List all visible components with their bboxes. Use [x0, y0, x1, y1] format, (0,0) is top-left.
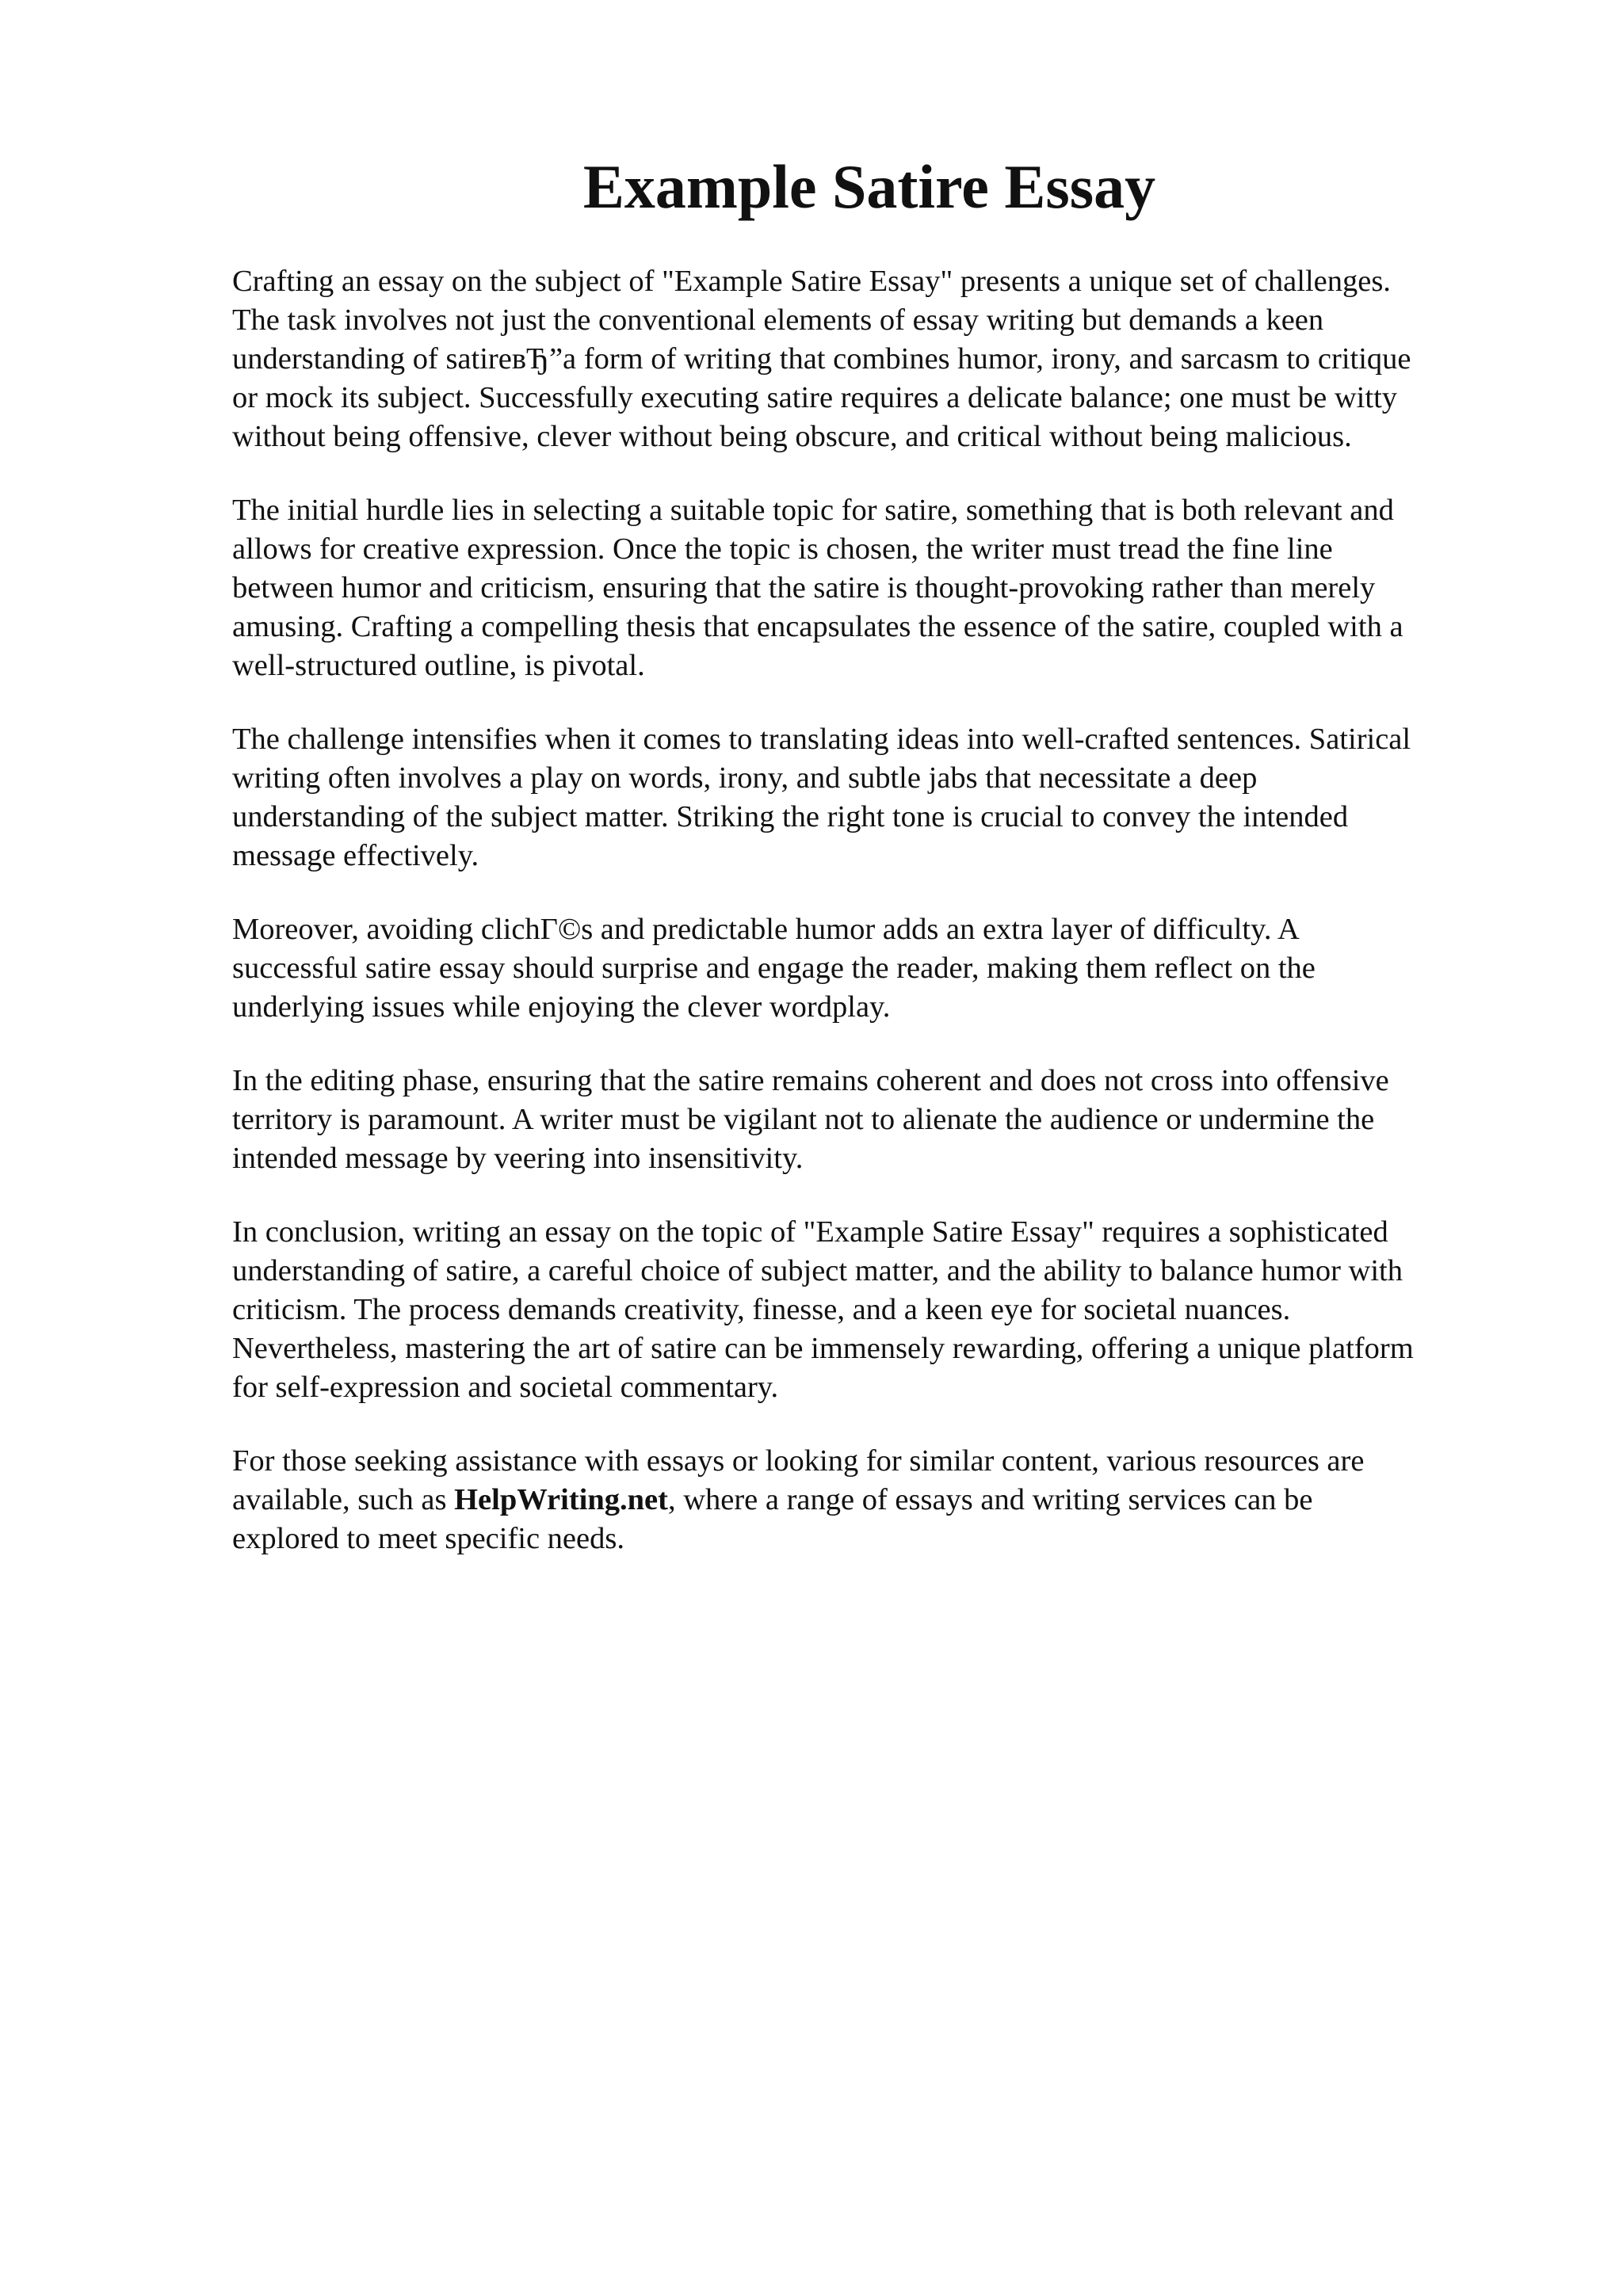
paragraph-conclusion — [232, 1213, 1516, 1407]
text-line: Nevertheless, mastering the art of satire can be immensely rewarding, offering a unique platform — [232, 1332, 1414, 1365]
text-line: Crafting an essay on the subject of "Example Satire Essay" presents a unique set of challenges. — [232, 265, 1391, 298]
text-line: writing often involves a play on words, irony, and subtle jabs that necessitate a deep — [232, 761, 1258, 795]
text-line: The initial hurdle lies in selecting a suitable topic for satire, something that is both relevant and — [232, 494, 1394, 527]
text-line: understanding of the subject matter. Striking the right tone is crucial to convey the intended — [232, 800, 1349, 833]
text-line: The task involves not just the conventional elements of essay writing but demands a keen — [232, 303, 1324, 337]
text-line: criticism. The process demands creativity, finesse, and a keen eye for societal nuances. — [232, 1293, 1291, 1326]
text-line: underlying issues while enjoying the clever wordplay. — [232, 990, 891, 1024]
text-line: For those seeking assistance with essays or looking for similar content, various resources are — [232, 1444, 1365, 1478]
text-line: explored to meet specific needs. — [232, 1522, 624, 1555]
text-fragment: available, such as — [232, 1483, 455, 1516]
text-line: Moreover, avoiding clichГ©s and predictable humor adds an extra layer of difficulty. A — [232, 913, 1300, 946]
text-line: for self-expression and societal commentary. — [232, 1371, 779, 1404]
document-title: Example Satire Essay — [582, 152, 1156, 221]
text-line: amusing. Crafting a compelling thesis that encapsulates the essence of the satire, coupled with a — [232, 610, 1403, 643]
text-line: successful satire essay should surprise and engage the reader, making them reflect on the — [232, 952, 1316, 985]
text-line: territory is paramount. A writer must be vigilant not to alienate the audience or undermine the — [232, 1103, 1375, 1136]
paragraph-cliches — [232, 910, 1516, 1027]
document-body — [232, 262, 1516, 1593]
text-line: understanding of satireвЂ”a form of writing that combines humor, irony, and sarcasm to critique — [232, 342, 1411, 376]
paragraph-challenge — [232, 720, 1516, 875]
text-line-with-link — [232, 1481, 1516, 1520]
text-line: without being offensive, clever without being obscure, and critical without being malicious. — [232, 420, 1352, 453]
paragraph-resources — [232, 1442, 1516, 1558]
text-line: allows for creative expression. Once the topic is chosen, the writer must tread the fine line — [232, 532, 1333, 566]
text-line: In the editing phase, ensuring that the satire remains coherent and does not cross into offensive — [232, 1064, 1389, 1097]
text-line: message effectively. — [232, 839, 479, 872]
text-line: well-structured outline, is pivotal. — [232, 649, 645, 682]
text-line: In conclusion, writing an essay on the topic of "Example Satire Essay" requires a sophisticated — [232, 1215, 1388, 1249]
text-line: The challenge intensifies when it comes to translating ideas into well-crafted sentences. Satirical — [232, 723, 1411, 756]
text-line: or mock its subject. Successfully executing satire requires a delicate balance; one must be witty — [232, 381, 1398, 414]
text-line: understanding of satire, a careful choice of subject matter, and the ability to balance humor with — [232, 1254, 1403, 1287]
paragraph-topic — [232, 491, 1516, 685]
text-line: intended message by veering into insensitivity. — [232, 1142, 804, 1175]
paragraph-intro — [232, 262, 1516, 456]
helpwriting-link[interactable]: HelpWriting.net — [454, 1483, 668, 1516]
text-line: between humor and criticism, ensuring that the satire is thought-provoking rather than merely — [232, 571, 1376, 605]
text-fragment: , where a range of essays and writing services can be — [667, 1483, 1313, 1516]
paragraph-editing — [232, 1062, 1516, 1178]
